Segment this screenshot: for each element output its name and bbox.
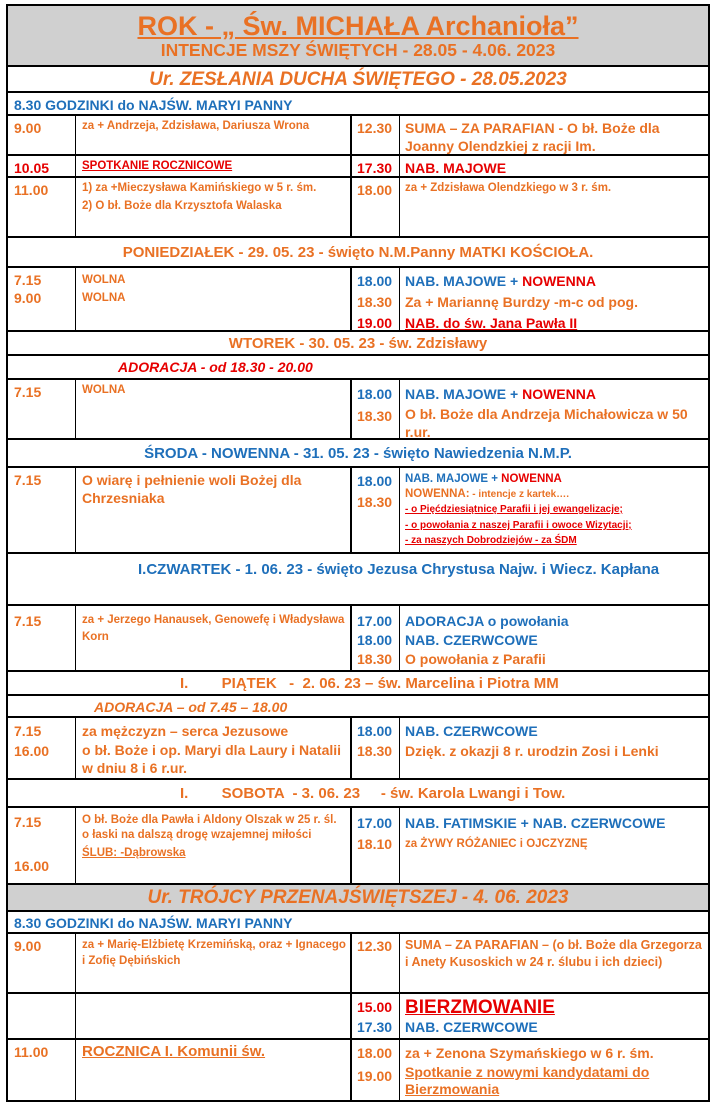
time: 18.00	[357, 386, 393, 402]
sunday1-row3	[8, 178, 708, 238]
time: 7.15	[14, 384, 42, 400]
intention: O powołania z Parafii	[405, 651, 546, 667]
time: 16.00	[14, 858, 50, 874]
intention: za mężczyzn – serca Jezusowe	[82, 723, 289, 739]
nowenna-item: - o powołania z naszej Parafii i owoce Wizytacji;	[405, 520, 632, 531]
intention: SUMA – ZA PARAFIAN - O bł. Boże dla Joanny Olendzkiej z racji Im.	[405, 120, 660, 154]
time: 15.00	[357, 999, 393, 1015]
intention: NAB. CZERWCOWE	[405, 1019, 538, 1035]
page-title: ROK - „ Św. MICHAŁA Archanioła”	[137, 11, 579, 41]
intention: O wiarę i pełnienie woli Bożej dla Chrzesniaka	[82, 472, 302, 506]
monday-title-row	[8, 238, 708, 268]
tuesday-title: WTOREK - 30. 05. 23 - św. Zdzisławy	[228, 335, 488, 352]
intention: o bł. Boże i op. Maryi dla Laury i Natalii w dniu 8 i 6 r.ur.	[82, 742, 342, 776]
intention: ROCZNICA I. Komunii św.	[82, 1043, 266, 1060]
intention: NAB. MAJOWE	[405, 160, 507, 176]
intention: za ŻYWY RÓŻANIEC i OJCZYZNĘ	[405, 838, 588, 850]
sunday1-godzinki: 8.30 GODZINKI do NAJŚW. MARYI PANNY	[14, 97, 293, 113]
intention: NAB. MAJOWE + NOWENNA	[405, 273, 596, 289]
time: 18.30	[357, 494, 393, 510]
saturday-title-row	[8, 780, 708, 808]
intention: NAB. MAJOWE + NOWENNA	[405, 386, 596, 402]
time: 10.05	[14, 160, 50, 176]
time: 7.15	[14, 472, 42, 488]
time: 9.00	[14, 120, 42, 136]
friday-title: I. PIĄTEK - 2. 06. 23 – św. Marcelina i Piotra MM	[180, 675, 559, 692]
tuesday-row	[8, 380, 708, 440]
intention: BIERZMOWANIE	[405, 997, 555, 1018]
time: 12.30	[357, 938, 393, 954]
friday-adoracja-row	[8, 696, 708, 718]
intention: SPOTKANIE ROCZNICOWE	[82, 160, 233, 172]
intention: O bł. Boże dla Andrzeja Michałowicza w 50 r.ur.	[405, 406, 688, 440]
sunday2-row2	[8, 994, 708, 1040]
intention: Dzięk. z okazji 8 r. urodzin Zosi i Lenki	[405, 743, 659, 759]
wednesday-title: ŚRODA - NOWENNA - 31. 05. 23 - święto Nawiedzenia N.M.P.	[144, 445, 572, 462]
sunday1-row1	[8, 116, 708, 156]
intention: 1) za +Mieczysława Kamińskiego w 5 r. śm.	[82, 182, 317, 194]
time: 17.00	[357, 815, 393, 831]
sunday2-title: Ur. TRÓJCY PRZENAJŚWIĘTSZEJ - 4. 06. 2023	[147, 887, 569, 908]
schedule-sheet	[6, 4, 710, 1102]
time: 9.00	[14, 938, 42, 954]
time: 17.00	[357, 613, 393, 629]
page-subtitle: INTENCJE MSZY ŚWIĘTYCH - 28.05 - 4.06. 2023	[160, 40, 556, 60]
sunday2-godzinki: 8.30 GODZINKI do NAJŚW. MARYI PANNY	[14, 915, 293, 931]
time: 18.00	[357, 1045, 393, 1061]
intention: za + Zenona Szymańskiego w 6 r. śm.	[405, 1045, 654, 1061]
thursday-row	[8, 606, 708, 672]
sunday1-title-row	[8, 67, 708, 93]
intention: za + Andrzeja, Zdzisława, Dariusza Wrona	[82, 120, 310, 132]
time: 9.00	[14, 290, 42, 306]
friday-title-row	[8, 672, 708, 696]
intention: 2) O bł. Boże dla Krzysztofa Walaska	[82, 199, 282, 212]
time: 18.00	[357, 632, 393, 648]
sunday1-title: Ur. ZESŁANIA DUCHA ŚWIĘTEGO - 28.05.2023	[149, 69, 567, 90]
intention: ADORACJA o powołania	[405, 613, 569, 629]
tuesday-title-row	[8, 332, 708, 356]
thursday-title-row	[8, 554, 708, 606]
time: 11.00	[14, 1044, 49, 1060]
time: 17.30	[357, 160, 393, 176]
time: 19.00	[357, 1068, 393, 1084]
monday-title: PONIEDZIAŁEK - 29. 05. 23 - święto N.M.Panny MATKI KOŚCIOŁA.	[122, 244, 594, 261]
time: 17.30	[357, 1019, 393, 1035]
time: 18.30	[357, 651, 393, 667]
intention: ŚLUB: -Dąbrowska	[82, 847, 186, 859]
intention: za + Zdzisława Olendzkiego w 3 r. śm.	[405, 182, 612, 194]
header	[8, 6, 708, 67]
time: 18.00	[357, 273, 393, 289]
wednesday-title-row	[8, 440, 708, 468]
sunday2-godzinki-row	[8, 912, 708, 934]
tuesday-adoracja: ADORACJA - od 18.30 - 20.00	[118, 359, 313, 375]
time: 11.00	[14, 182, 49, 198]
time: 7.15	[14, 814, 42, 830]
intention: za + Marię-Elżbietę Krzemińską, oraz + Ignacego i Zofię Dębińskich	[82, 939, 346, 967]
intention: WOLNA	[82, 292, 126, 304]
intention: NAB. do św. Jana Pawła II	[405, 315, 578, 331]
intention: SUMA – ZA PARAFIAN – (o bł. Boże dla Grzegorza i Anety Kusoskich w 24 r. ślubu i ich dzieci)	[405, 938, 702, 969]
nowenna-label: NOWENNA: - intencje z kartek….	[405, 488, 570, 500]
intention: NAB. MAJOWE + NOWENNA	[405, 473, 562, 485]
time: 7.15	[14, 723, 42, 739]
nowenna-item: - za naszych Dobrodziejów - za ŚDM	[405, 535, 577, 546]
sunday2-row3	[8, 1040, 708, 1100]
time: 18.10	[357, 836, 393, 852]
time: 18.00	[357, 182, 393, 198]
nowenna-item: - o Pięćdziesiątnicę Parafii i jej ewangelizacje;	[405, 504, 623, 515]
intention: Spotkanie z nowymi kandydatami do Bierzmowania	[405, 1064, 650, 1097]
time: 7.15	[14, 613, 42, 629]
tuesday-adoracja-row	[8, 356, 708, 380]
friday-adoracja: ADORACJA – od 7.45 – 18.00	[94, 699, 288, 715]
sunday2-row1	[8, 934, 708, 994]
sunday2-title-row	[8, 885, 708, 912]
saturday-row	[8, 808, 708, 885]
sunday1-godzinki-row	[8, 93, 708, 116]
time: 19.00	[357, 315, 393, 331]
thursday-title: I.CZWARTEK - 1. 06. 23 - święto Jezusa Chrystusa Najw. i Wiecz. Kapłana	[138, 561, 660, 578]
time: 18.30	[357, 294, 393, 310]
time: 18.00	[357, 473, 393, 489]
intention: za + Jerzego Hanausek, Genowefę i Władysława Korn	[82, 614, 345, 643]
friday-row	[8, 718, 708, 780]
intention: O bł. Boże dla Pawła i Aldony Olszak w 25 r. śl. o łaski na dalszą drogę wzajemnej miłości	[82, 814, 337, 841]
intention: NAB. CZERWCOWE	[405, 632, 538, 648]
saturday-title: I. SOBOTA - 3. 06. 23 - św. Karola Lwangi i Tow.	[180, 785, 566, 802]
intention: WOLNA	[82, 384, 126, 396]
time: 18.30	[357, 408, 393, 424]
monday-row	[8, 268, 708, 332]
time: 12.30	[357, 120, 393, 136]
wednesday-row	[8, 468, 708, 554]
intention: Za + Mariannę Burdzy -m-c od pog.	[405, 294, 638, 310]
time: 18.30	[357, 743, 393, 759]
intention: NAB. FATIMSKIE + NAB. CZERWCOWE	[405, 815, 666, 831]
intention: WOLNA	[82, 274, 126, 286]
sunday1-row2	[8, 156, 708, 178]
time: 16.00	[14, 743, 50, 759]
intention: NAB. CZERWCOWE	[405, 723, 538, 739]
time: 18.00	[357, 723, 393, 739]
time: 7.15	[14, 272, 42, 288]
